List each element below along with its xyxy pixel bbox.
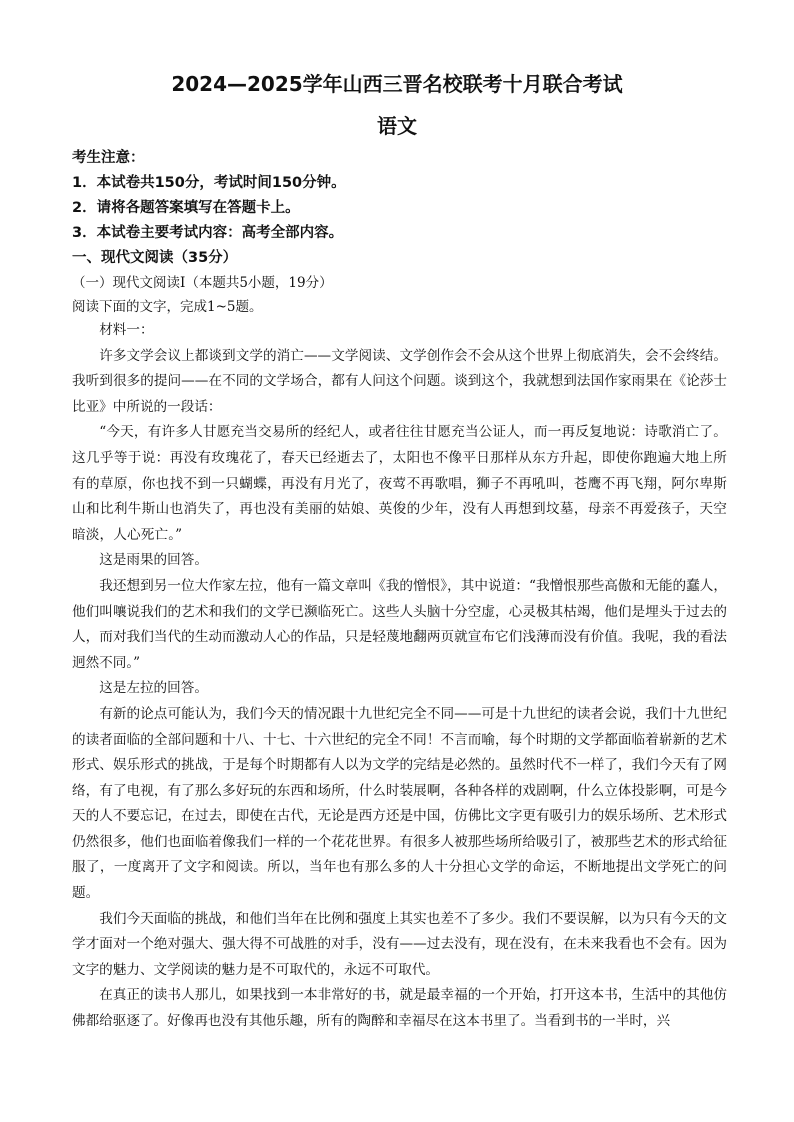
note-item: 2．请将各题答案填写在答题卡上。 — [72, 200, 300, 216]
reading-material — [72, 318, 727, 1035]
section-instruction: 阅读下面的文字，完成1~5题。 — [72, 299, 263, 315]
material-paragraph: 我还想到另一位大作家左拉，他有一篇文章叫《我的憎恨》，其中说道：“我憎恨那些高傲和无能的蠢人，他们叫嚷说我们的艺术和我们的文学已濒临死亡。这些人头脑十分空虚，心灵极其枯竭，他们是埋头于过去的人，而对我们当代的生动而激动人心的作品，只是轻蔑地翻两页就宣布它们浅薄而没有价值。我呢，我的看法迥然不同。” — [72, 577, 727, 671]
section-subheading: （一）现代文阅读Ⅰ（本题共5小题，19分） — [72, 275, 333, 291]
material-label: 材料一： — [99, 322, 154, 338]
subject-title: 语文 — [377, 114, 417, 138]
note-item: 3．本试卷主要考试内容：高考全部内容。 — [72, 225, 344, 241]
material-paragraph: 我们今天面临的挑战，和他们当年在比例和强度上其实也差不了多少。我们不要误解，以为只有今天的文学才面对一个绝对强大、强大得不可战胜的对手，没有——过去没有，现在没有，在未来我看也不会有。因为文字的魅力、文学阅读的魅力是不可取代的，永远不可取代。 — [72, 910, 727, 978]
material-paragraph: “今天，有许多人甘愿充当交易所的经纪人，或者往往甘愿充当公证人，而一再反复地说：诗歌消亡了。这几乎等于说：再没有玫瑰花了，春天已经逝去了，太阳也不像平日那样从东方升起，即使你跑遍大地上所有的草原，你也找不到一只蝴蝶，再没有月光了，夜莺不再歌唱，狮子不再吼叫，苍鹰不再飞翔，阿尔卑斯山和比利牛斯山也消失了，再也没有美丽的姑娘、英俊的少年，没有人再想到坟墓，母亲不再爱孩子，天空暗淡，人心死亡。” — [72, 424, 727, 543]
candidate-notes — [72, 146, 732, 319]
note-item: 1．本试卷共150分，考试时间150分钟。 — [72, 175, 346, 191]
notes-heading: 考生注意： — [72, 150, 145, 166]
material-paragraph: 在真正的读书人那儿，如果找到一本非常好的书，就是最幸福的一个开始，打开这本书，生活中的其他仿佛都给驱逐了。好像再也没有其他乐趣，所有的陶醉和幸福尽在这本书里了。当看到书的一半时，兴 — [72, 987, 727, 1030]
material-paragraph: 这是左拉的回答。 — [99, 680, 208, 697]
section-heading: 一、现代文阅读（35分） — [72, 250, 238, 266]
material-paragraph: 这是雨果的回答。 — [99, 552, 208, 569]
material-paragraph: 许多文学会议上都谈到文学的消亡——文学阅读、文学创作会不会从这个世界上彻底消失，会不会终结。我听到很多的提问——在不同的文学场合，都有人问这个问题。谈到这个，我就想到法国作家雨果在《论莎士比亚》中所说的一段话： — [72, 347, 727, 415]
exam-title: 2024—2025学年山西三晋名校联考十月联合考试 — [171, 72, 623, 96]
material-paragraph: 有新的论点可能认为，我们今天的情况跟十九世纪完全不同——可是十九世纪的读者会说，我们十九世纪的读者面临的全部问题和十八、十七、十六世纪的完全不同！不言而喻，每个时期的文学都面临着崭新的艺术形式、娱乐形式的挑战，于是每个时期都有人以为文学的完结是必然的。虽然时代不一样了，我们今天有了网络，有了电视，有了那么多好玩的东西和场所，什么时装展啊，各种各样的戏剧啊，什么立体投影啊，可是今天的人不要忘记，在过去，即使在古代，无论是西方还是中国，仿佛比文字更有吸引力的娱乐场所、艺术形式仍然很多，他们也面临着像我们一样的一个花花世界。有很多人被那些场所给吸引了，被那些艺术的形式给征服了，一度离开了文字和阅读。所以，当年也有那么多的人十分担心文学的命运，不断地提出文学死亡的问题。 — [72, 705, 727, 902]
